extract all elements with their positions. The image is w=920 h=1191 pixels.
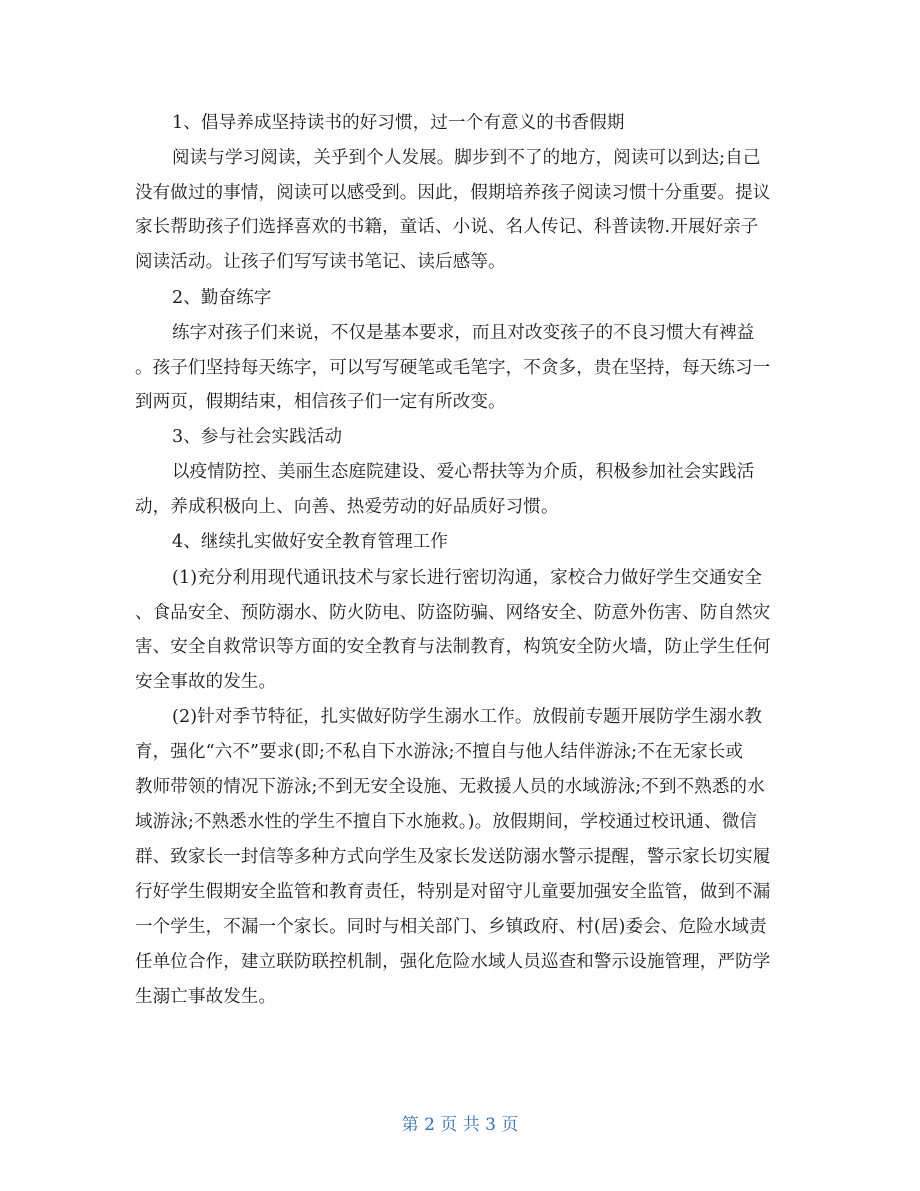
paragraph-line: (2)针对季节特征，扎实做好防学生溺水工作。放假前专题开展防学生溺水教 [172, 707, 763, 727]
paragraph-line: (1)充分利用现代通讯技术与家长进行密切沟通，家校合力做好学生交通安全 [172, 568, 763, 588]
paragraph-line: 群、致家长一封信等多种方式向学生及家长发送防溺水警示提醒，警示家长切实履 [135, 847, 771, 867]
paragraph-line: 任单位合作，建立联防联控机制，强化危险水域人员巡查和警示设施管理，严防学 [135, 952, 771, 972]
section-heading-3: 3、参与社会实践活动 [172, 427, 343, 447]
paragraph-line: 阅读与学习阅读，关乎到个人发展。脚步到不了的地方，阅读可以到达;自己 [172, 148, 761, 168]
section-heading-1: 1、倡导养成坚持读书的好习惯，过一个有意义的书香假期 [172, 113, 625, 133]
paragraph-line: 害、安全自救常识等方面的安全教育与法制教育，构筑安全防火墙，防止学生任何 [135, 637, 771, 657]
paragraph-line: 安全事故的发生。 [135, 672, 277, 692]
paragraph-line: 阅读活动。让孩子们写写读书笔记、读后感等。 [135, 252, 506, 272]
paragraph-line: 生溺亡事故发生。 [135, 987, 277, 1007]
page-number-footer: 第 2 页 共 3 页 [401, 1115, 519, 1135]
paragraph-line: 育，强化“六不”要求(即;不私自下水游泳;不擅自与他人结伴游泳;不在无家长或 [135, 742, 744, 762]
section-heading-4: 4、继续扎实做好安全教育管理工作 [172, 532, 449, 552]
paragraph-line: 域游泳;不熟悉水性的学生不擅自下水施救。)。放假期间，学校通过校讯通、微信 [135, 812, 758, 832]
paragraph-line: 动，养成积极向上、向善、热爱劳动的好品质好习惯。 [135, 497, 559, 517]
paragraph-line: 行好学生假期安全监管和教育责任，特别是对留守儿童要加强安全监管，做到不漏 [135, 882, 771, 902]
paragraph-line: 到两页，假期结束，相信孩子们一定有所改变。 [135, 392, 506, 412]
paragraph-line: 一个学生，不漏一个家长。同时与相关部门、乡镇政府、村(居)委会、危险水域责 [135, 917, 767, 937]
paragraph-line: 以疫情防控、美丽生态庭院建设、爱心帮扶等为介质，积极参加社会实践活 [172, 462, 755, 482]
paragraph-line: 教师带领的情况下游泳;不到无安全设施、无救援人员的水域游泳;不到不熟悉的水 [135, 777, 765, 797]
paragraph-line: 练字对孩子们来说，不仅是基本要求，而且对改变孩子的不良习惯大有裨益 [172, 323, 755, 343]
section-heading-2: 2、勤奋练字 [172, 288, 272, 308]
paragraph-line: 家长帮助孩子们选择喜欢的书籍，童话、小说、名人传记、科普读物.开展好亲子 [135, 217, 759, 237]
paragraph-line: 。孩子们坚持每天练字，可以写写硬笔或毛笔字，不贪多，贵在坚持，每天练习一 [135, 358, 771, 378]
paragraph-line: 、食品安全、预防溺水、防火防电、防盗防骗、网络安全、防意外伤害、防自然灾 [135, 603, 771, 623]
paragraph-line: 没有做过的事情，阅读可以感受到。因此，假期培养孩子阅读习惯十分重要。提议 [135, 183, 771, 203]
